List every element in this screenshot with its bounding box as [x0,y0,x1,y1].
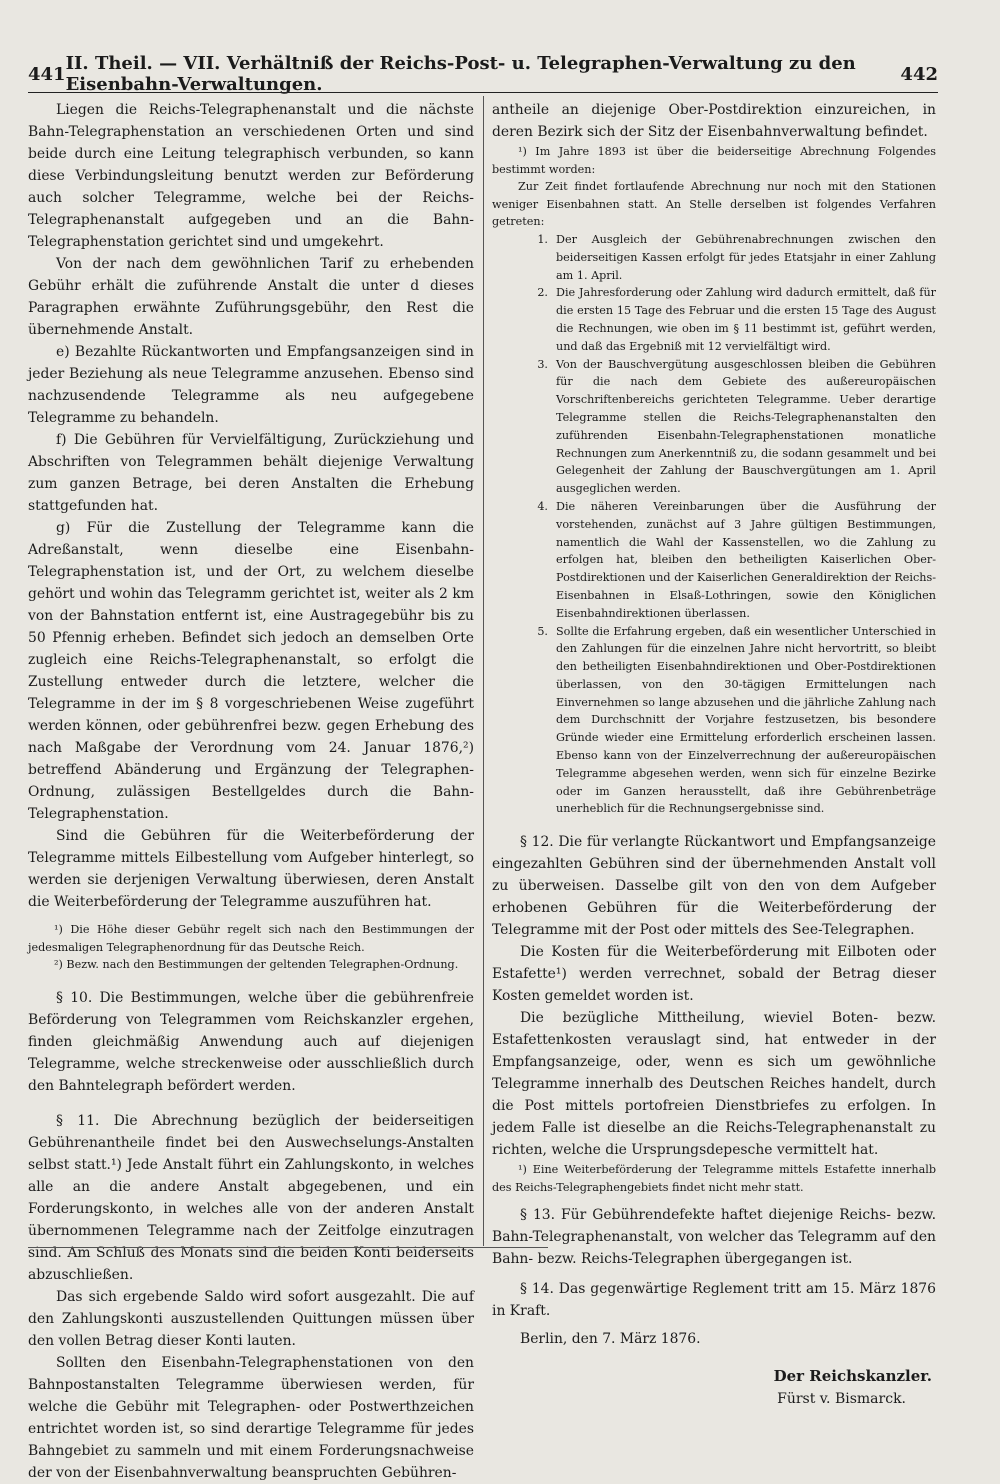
list-item: 1. Der Ausgleich der Gebührenabrechnungen zwischen den beiderseitigen Kassen erfolgt für jedes Etatsjahr in einer Zahlung am 1. April. [537,232,936,282]
signature-name: Fürst v. Bismarck. [777,1391,906,1408]
left-column [28,99,474,1484]
list-item: 3. Von der Bauschvergütung ausgeschlossen bleiben die Gebühren für die nach dem Gebiete des außereuropäischen Vorschriftenbereichs gerichteten Telegramme. Ueber derartige Telegramme stellen die Reichs-Telegraphenanstalten den zuführenden Eisenbahn-Telegraphenstationen monatliche Rechnungen zum Anerkenntniß zu, die sodann gesammelt und bei Gelegenheit der Zahlung der Bauschvergütungen am 1. April ausgeglichen werden. [537,357,936,496]
date-line: Berlin, den 7. März 1876. [520,1331,701,1348]
paragraph: Das sich ergebende Saldo wird sofort ausgezahlt. Die auf den Zahlungskonti auszustellenden Quittungen müssen über den vollen Betrag dieser Konti lauten. [28,1288,474,1349]
paragraph: Die Kosten für die Weiterbeförderung mit Eilboten oder Estafette¹) werden verrechnet, sobald der Betrag dieser Kosten gemeldet worden ist. [492,944,936,1005]
section-12: § 12. Die für verlangte Rückantwort und Empfangsanzeige eingezahlten Gebühren sind der übernehmenden Anstalt voll zu überweisen. Dasselbe gilt von den von dem Aufgeber erhobenen Gebühren für die Weiterbeförderung der Telegramme mit der Post oder mittels des See-Telegraphen. [492,834,936,939]
paragraph: Die bezügliche Mittheilung, wieviel Boten- bezw. Estafettenkosten verauslagt sind, hat entweder in der Empfangsanzeige, oder, wenn es sich um gewöhnliche Telegramme innerhalb des Deutschen Reiches handelt, durch die Post mittels portofreien Dienstbriefes zu erfolgen. In jedem Falle ist dieselbe an die Reichs-Telegraphenanstalt zu richten, welche die Ursprungsdepesche vermittelt hat. [492,1010,936,1159]
paragraph-g: g) Für die Zustellung der Telegramme kann die Adreßanstalt, wenn dieselbe eine Eisenbahn-Telegraphenstation ist, und der Ort, zu welchem dieselbe gehört und wohin das Telegramm gerichtet ist, weiter als 2 km von der Bahnstation entfernt ist, eine Austragegebühr bis zu 50 Pfennig erheben. Befindet sich jedoch an demselben Orte zugleich eine Reichs-Telegraphenanstalt, so erfolgt die Zustellung entweder durch die letztere, welcher die Telegramme in der im § 8 vorgeschriebenen Weise zugeführt werden können, oder gebührenfrei bezw. gegen Erhebung des nach Maßgabe der Verordnung vom 24. Januar 1876,²) betreffend Abänderung und Ergänzung der Telegraphen-Ordnung, zulässigen Bestellgeldes durch die Bahn-Telegraphenstation. [28,520,474,822]
paragraph: Liegen die Reichs-Telegraphenanstalt und die nächste Bahn-Telegraphenstation an verschiedenen Orten und sind beide durch eine Leitung telegraphisch verbunden, so kann diese Verbindungsleitung benutzt werden zur Beförderung auch solcher Telegramme, welche bei der Reichs-Telegraphenanstalt aufgegeben und an die Bahn-Telegraphenstation gerichtet sind und umgekehrt. [28,102,474,250]
page-header [28,53,938,95]
column-divider [483,96,484,1246]
paragraph-e: e) Bezahlte Rückantworten und Empfangsanzeigen sind in jeder Beziehung als neue Telegramme anzusehen. Ebenso sind nachzusendende Telegramme als neu aufgegebene Telegramme zu behandeln. [28,344,474,426]
running-title: II. Theil. — VII. Verhältniß der Reichs-Post- u. Telegraphen-Verwaltung zu den Eisenbahn-Verwaltungen. [65,53,856,95]
paragraph: antheile an diejenige Ober-Postdirektion einzureichen, in deren Bezirk sich der Sitz der Eisenbahnverwaltung befindet. [492,102,936,140]
page-number-left: 441 [28,63,66,85]
section-13: § 13. Für Gebührendefekte haftet diejenige Reichs- bezw. Bahn-Telegraphenanstalt, von welcher das Telegramm auf den Bahn- bezw. Reichs-Telegraphen übergegangen ist. [492,1207,936,1268]
list-item: 2. Die Jahresforderung oder Zahlung wird dadurch ermittelt, daß für die ersten 15 Tage des Februar und die ersten 15 Tage des August die Rechnungen, wie oben im § 11 bestimmt ist, geführt werden, und daß das Ergebniß mit 12 vervielfältigt wird. [537,286,936,353]
list-item: 5. Sollte die Erfahrung ergeben, daß ein wesentlicher Unterschied in den Zahlungen für die einzelnen Jahre nicht hervortritt, so bleibt den betheiligten Eisenbahndirektionen und Ober-Postdirektionen überlassen, von den 30-tägigen Ermittelungen nach Einvernehmen so lange abzusehen und die jährliche Zahlung nach dem Durchschnitt der Vorjahre festzusetzen, bis besondere Gründe wieder eine Ermittelung erforderlich erscheinen lassen. Ebenso kann von der Einzelverrechnung der außereuropäischen Telegramme abgesehen werden, wenn sich für einzelne Bezirke oder im Ganzen herausstellt, daß ihre Gebührenbeträge unerheblich für die Rechnungsergebnisse sind. [537,624,936,816]
section-14: § 14. Das gegenwärtige Reglement tritt am 15. März 1876 in Kraft. [492,1281,936,1320]
footnote-intro-2: Zur Zeit findet fortlaufende Abrechnung nur noch mit den Stationen weniger Eisenbahnen statt. An Stelle derselben ist folgendes Verfahren getreten: [492,180,936,229]
section-10: § 10. Die Bestimmungen, welche über die gebührenfreie Beförderung von Telegrammen vom Reichskanzler ergehen, finden gleichmäßig Anwendung auch auf diejenigen Telegramme, welche streckenweise oder ausschließlich durch den Bahntelegraph befördert werden. [28,989,474,1094]
paragraph-f: f) Die Gebühren für Vervielfältigung, Zurückziehung und Abschriften von Telegrammen behält diejenige Verwaltung zum ganzen Betrage, bei deren Anstalten die Erhebung stattgefunden hat. [28,432,474,514]
page-number-right: 442 [900,63,938,85]
bottom-rule [28,1247,548,1248]
paragraph: Von der nach dem gewöhnlichen Tarif zu erhebenden Gebühr erhält die zuführende Anstalt die unter d dieses Paragraphen erwähnte Zuführungsgebühr, den Rest die übernehmende Anstalt. [28,256,474,338]
footnote-1: ¹) Die Höhe dieser Gebühr regelt sich nach den Bestimmungen der jedesmaligen Telegraphenordnung für das Deutsche Reich. [28,923,474,954]
paragraph: Sollten den Eisenbahn-Telegraphenstationen von den Bahnpostanstalten Telegramme überwiesen werden, für welche die Gebühr mit Telegraphen- oder Postwerthzeichen entrichtet worden ist, so sind derartige Telegramme für jedes Bahngebiet zu sammeln und mit einem Forderungsnachweise der von der Eisenbahnverwaltung beanspruchten Gebühren- [28,1354,474,1481]
paragraph: Sind die Gebühren für die Weiterbeförderung der Telegramme mittels Eilbestellung vom Aufgeber hinterlegt, so werden sie derjenigen Verwaltung überwiesen, deren Anstalt die Weiterbeförderung der Telegramme auszuführen hat. [28,828,474,910]
header-rule [28,92,938,93]
signature-title: Der Reichskanzler. [773,1367,932,1386]
right-column [492,99,936,1410]
footnote-2: ²) Bezw. nach den Bestimmungen der geltenden Telegraphen-Ordnung. [54,958,459,972]
section-11: § 11. Die Abrechnung bezüglich der beiderseitigen Gebührenantheile findet bei den Auswechselungs-Anstalten selbst statt.¹) Jede Anstalt führt ein Zahlungskonto, in welches alle an die andere Anstalt abgegebenen, und ein Forderungskonto, in welches alle von der anderen Anstalt übernommenen Telegramme nach der Zeitfolge einzutragen sind. Am Schluß des Monats sind die beiden Konti beiderseits abzuschließen. [28,1112,474,1283]
footnote-intro: ¹) Im Jahre 1893 ist über die beiderseitige Abrechnung Folgendes bestimmt worden: [492,145,936,176]
list-item: 4. Die näheren Vereinbarungen über die Ausführung der vorstehenden, zunächst auf 3 Jahre gültigen Bestimmungen, namentlich die Wahl der Kassenstellen, wo die Zahlung zu erfolgen hat, bleiben den betheiligten Kaiserlichen Ober-Postdirektionen und der Kaiserlichen Generaldirektion der Reichs-Eisenbahnen in Elsaß-Lothringen, sowie den Königlichen Eisenbahndirektionen überlassen. [537,499,936,620]
footnote-3: ¹) Eine Weiterbeförderung der Telegramme mittels Estafette innerhalb des Reichs-Telegraphengebiets findet nicht mehr statt. [492,1163,936,1194]
